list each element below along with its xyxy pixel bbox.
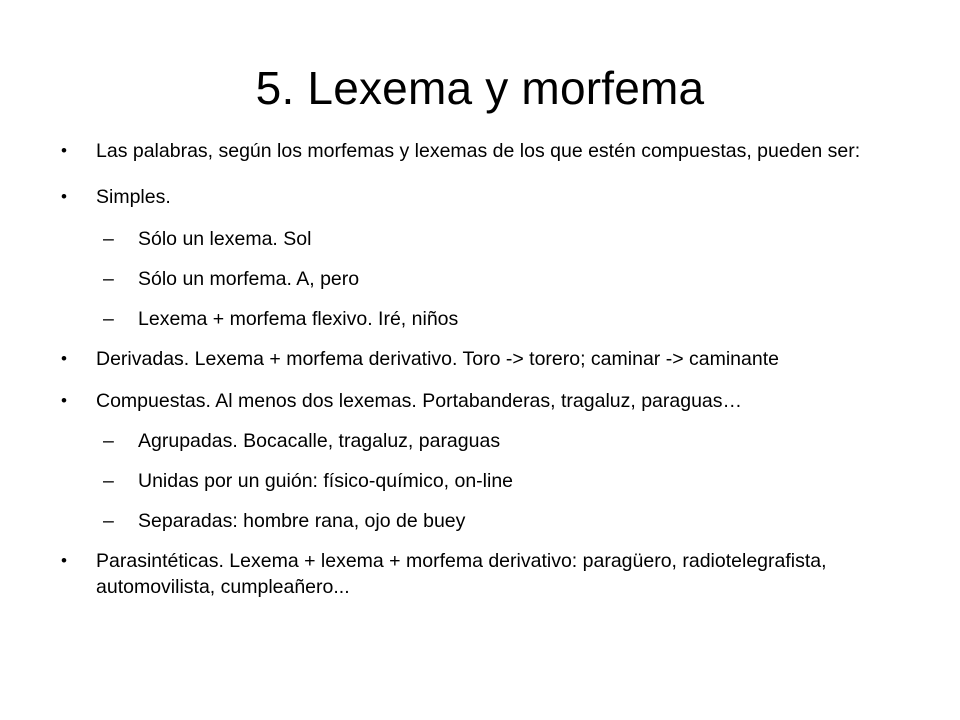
bullet-item	[61, 388, 896, 414]
bullet-text: Compuestas. Al menos dos lexemas. Portabanderas, tragaluz, paraguas…	[96, 390, 743, 412]
dash-marker: –	[103, 268, 114, 290]
bullet-item	[61, 548, 896, 600]
bullet-text: Sólo un lexema. Sol	[138, 228, 312, 250]
slide-title: 5. Lexema y morfema	[255, 62, 705, 114]
bullet-text: Parasintéticas. Lexema + lexema + morfema derivativo: paragüero, radiotelegrafista, automovilista, cumpleañero...	[96, 550, 827, 598]
bullet-text: Lexema + morfema flexivo. Iré, niños	[138, 308, 459, 330]
dash-marker: –	[103, 430, 114, 452]
bullet-text: Las palabras, según los morfemas y lexemas de los que estén compuestas, pueden ser:	[96, 140, 861, 162]
bullet-text: Sólo un morfema. A, pero	[138, 268, 360, 290]
dash-marker: –	[103, 308, 114, 330]
bullet-marker: •	[61, 141, 67, 160]
sub-bullet-item	[103, 306, 878, 332]
bullet-item	[61, 138, 896, 164]
dash-marker: –	[103, 510, 114, 532]
sub-bullet-item	[103, 226, 878, 252]
bullet-marker: •	[61, 391, 67, 410]
bullet-marker: •	[61, 551, 67, 570]
bullet-text: Simples.	[96, 186, 171, 208]
bullet-text: Derivadas. Lexema + morfema derivativo. Toro -> torero; caminar -> caminante	[96, 348, 779, 370]
bullet-list	[0, 130, 960, 600]
bullet-text: Separadas: hombre rana, ojo de buey	[138, 510, 466, 532]
bullet-marker: •	[61, 349, 67, 368]
bullet-text: Agrupadas. Bocacalle, tragaluz, paraguas	[138, 430, 501, 452]
bullet-item	[61, 184, 896, 210]
sub-bullet-item	[103, 508, 878, 534]
sub-bullet-item	[103, 468, 878, 494]
bullet-marker: •	[61, 187, 67, 206]
sub-bullet-item	[103, 428, 878, 454]
bullet-text: Unidas por un guión: físico-químico, on-line	[138, 470, 514, 492]
dash-marker: –	[103, 228, 114, 250]
sub-bullet-item	[103, 266, 878, 292]
dash-marker: –	[103, 470, 114, 492]
bullet-item	[61, 346, 896, 372]
